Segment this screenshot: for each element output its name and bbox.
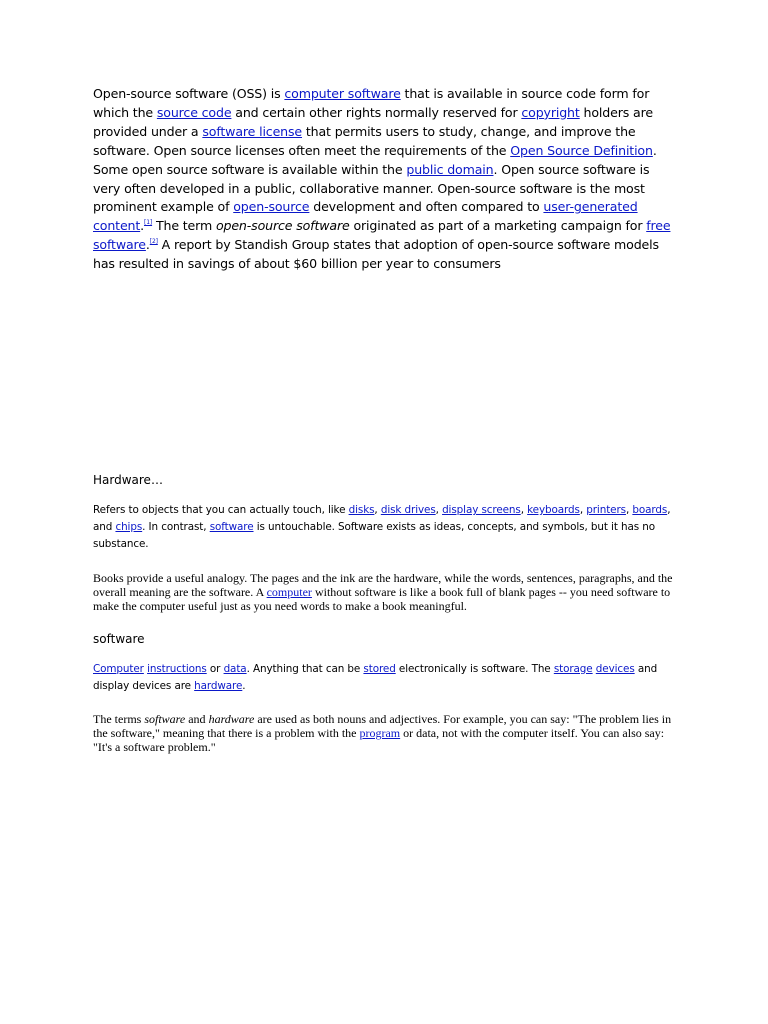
oss-text: Open-source software (OSS) is — [93, 86, 285, 101]
reference-link-2[interactable]: [2] — [149, 238, 158, 246]
terms-text: are used as both nouns and adjectives. For example, you can say: "The problem lies in the software," meaning that there is a problem with the — [93, 712, 672, 740]
oss-text: development and often compared to — [309, 199, 544, 215]
link-disk-drives[interactable]: disk drives — [380, 504, 436, 516]
link-devices[interactable]: devices — [595, 663, 635, 675]
oss-text: . — [140, 218, 145, 234]
reference-link-1[interactable]: [1] — [144, 219, 153, 227]
link-storage[interactable]: storage — [553, 663, 593, 675]
link-display-screens[interactable]: display screens — [442, 504, 521, 516]
link-stored[interactable]: stored — [363, 663, 396, 675]
software-text: . — [242, 680, 246, 692]
italic-software: software — [144, 712, 186, 726]
link-computer-software[interactable]: computer software — [284, 86, 401, 101]
oss-text: . Some open source software is available within the — [93, 142, 657, 177]
link-instructions[interactable]: instructions — [147, 663, 207, 675]
separator: , — [625, 504, 633, 516]
software-paragraph — [93, 661, 678, 695]
link-boards[interactable]: boards — [632, 504, 668, 516]
separator: , and — [93, 504, 671, 533]
software-text: and display devices are — [93, 663, 658, 692]
link-disks[interactable]: disks — [348, 504, 375, 516]
oss-text: . — [145, 237, 150, 253]
oss-text: and certain other rights normally reserved for — [231, 104, 522, 120]
oss-text: holders are provided under a — [93, 104, 653, 139]
terms-text: and — [185, 712, 209, 726]
oss-italic-term: open-source software — [215, 218, 350, 234]
terms-text: or data, not with the computer itself. You can also say: "It's a software problem." — [93, 726, 665, 754]
link-free-software[interactable]: free software — [93, 218, 671, 253]
link-open-source[interactable]: open-source — [233, 199, 310, 215]
oss-text: The term — [152, 218, 216, 234]
books-text: without software is like a book full of blank pages -- you need software to make the computer useful just as you need words to make a book meaningful. — [93, 585, 671, 613]
books-paragraph — [93, 571, 678, 613]
hardware-text: is untouchable. Software exists as ideas, concepts, and symbols, but it has no substance. — [93, 521, 656, 550]
separator: or — [206, 663, 224, 675]
link-source-code[interactable]: source code — [156, 104, 232, 120]
oss-text: . Open source software is very often developed in a public, collaborative manner. Open-source software is the most prominent example of — [93, 161, 650, 215]
link-software-license[interactable]: software license — [202, 123, 303, 139]
oss-text: originated as part of a marketing campaign for — [349, 218, 647, 234]
link-hardware[interactable]: hardware — [194, 680, 243, 692]
books-text: Books provide a useful analogy. The pages and the ink are the hardware, while the words, sentences, paragraphs, and the overall meaning are the software. A — [93, 571, 673, 599]
link-copyright[interactable]: copyright — [521, 104, 580, 120]
link-program[interactable]: program — [359, 726, 401, 740]
hardware-text: . In contrast, — [142, 521, 210, 533]
link-chips[interactable]: chips — [115, 521, 143, 533]
software-heading: software — [93, 632, 145, 646]
separator: , — [374, 504, 381, 516]
terms-text: The terms — [93, 712, 145, 726]
oss-paragraph — [93, 85, 678, 274]
link-software[interactable]: software — [209, 521, 254, 533]
link-data[interactable]: data — [223, 663, 247, 675]
separator: , — [579, 504, 587, 516]
hardware-text: Refers to objects that you can actually touch, like — [93, 504, 349, 516]
hardware-paragraph — [93, 502, 678, 553]
link-user-generated-content[interactable]: user-generated content — [93, 199, 638, 234]
terms-paragraph — [93, 712, 678, 754]
hardware-heading: Hardware… — [93, 473, 163, 487]
italic-hardware: hardware — [208, 712, 255, 726]
oss-text: that permits users to study, change, and improve the software. Open source licenses often meet the requirements of the — [93, 123, 636, 158]
oss-text: A report by Standish Group states that adoption of open-source software models has resulted in savings of about $60 billion per year to consumers — [93, 237, 659, 272]
link-computer-definition[interactable]: Computer — [93, 663, 144, 675]
software-text: . Anything that can be — [246, 663, 364, 675]
link-open-source-definition[interactable]: Open Source Definition — [510, 142, 653, 158]
link-printers[interactable]: printers — [586, 504, 626, 516]
link-keyboards[interactable]: keyboards — [527, 504, 580, 516]
separator: , — [520, 504, 528, 516]
link-computer[interactable]: computer — [266, 585, 312, 599]
oss-text: that is available in source code form for which the — [93, 86, 650, 120]
separator: , — [435, 504, 443, 516]
software-text: electronically is software. The — [395, 663, 554, 675]
link-public-domain[interactable]: public domain — [406, 161, 494, 177]
